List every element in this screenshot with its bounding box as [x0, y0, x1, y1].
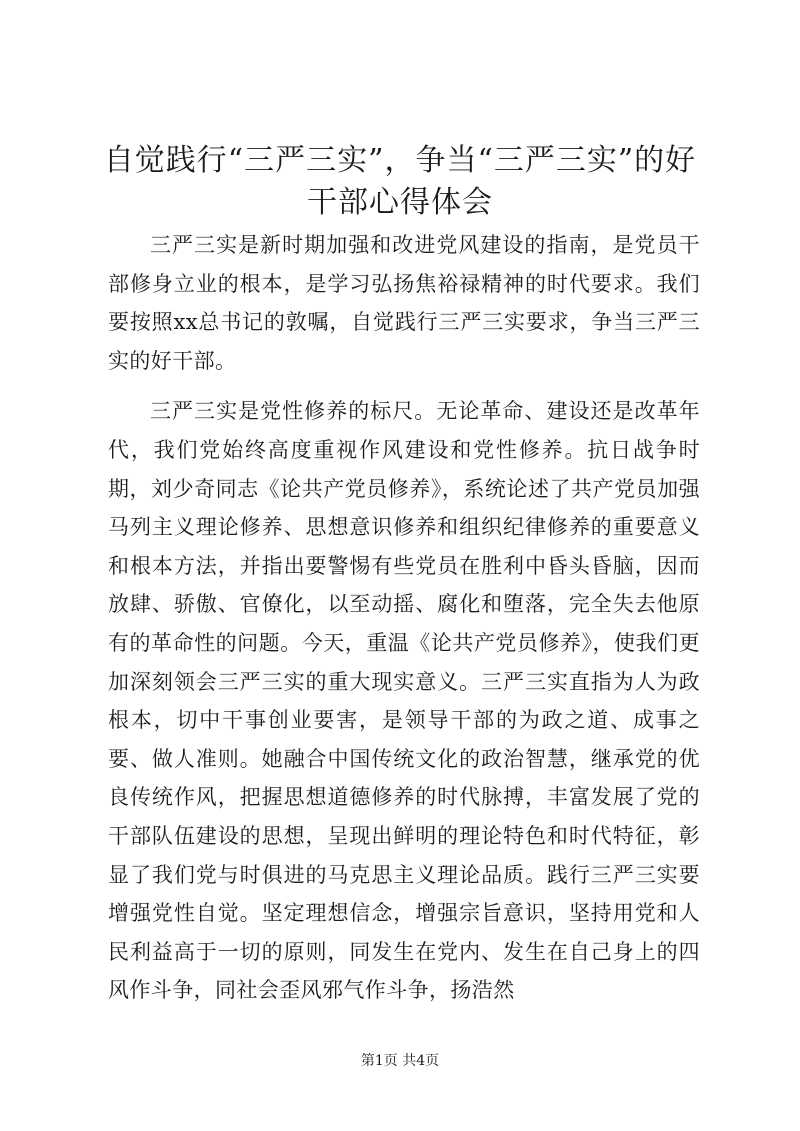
page-number-footer: 第1页 共4页	[360, 1053, 440, 1069]
document-body	[108, 226, 700, 1010]
paragraph: 三严三实是新时期加强和改进党风建设的指南，是党员干部修身立业的根本，是学习弘扬焦裕禄精神的时代要求。我们要按照xx总书记的敦嘱，自觉践行三严三实要求，争当三严三实的好干部。	[108, 233, 700, 373]
paragraph: 三严三实是党性修养的标尺。无论革命、建设还是改革年代，我们党始终高度重视作风建设和党性修养。抗日战争时期，刘少奇同志《论共产党员修养》，系统论述了共产党员加强马列主义理论修养、思想意识修养和组织纪律修养的重要意义和根本方法，并指出要警惕有些党员在胜利中昏头昏脑，因而放肆、骄傲、官僚化，以至动摇、腐化和堕落，完全失去他原有的革命性的问题。今天，重温《论共产党员修养》，使我们更加深刻领会三严三实的重大现实意义。三严三实直指为人为政根本，切中干事创业要害，是领导干部的为政之道、成事之要、做人准则。她融合中国传统文化的政治智慧，继承党的优良传统作风，把握思想道德修养的时代脉搏，丰富发展了党的干部队伍建设的思想，呈现出鲜明的理论特色和时代特征，彰显了我们党与时俱进的马克思主义理论品质。践行三严三实要增强党性自觉。坚定理想信念，增强宗旨意识，坚持用党和人民利益高于一切的原则，同发生在党内、发生在自己身上的四风作斗争，同社会歪风邪气作斗争，扬浩然	[108, 399, 700, 1003]
document-title: 自觉践行“三严三实”，争当“三严三实”的好干部心得体会	[103, 143, 697, 220]
